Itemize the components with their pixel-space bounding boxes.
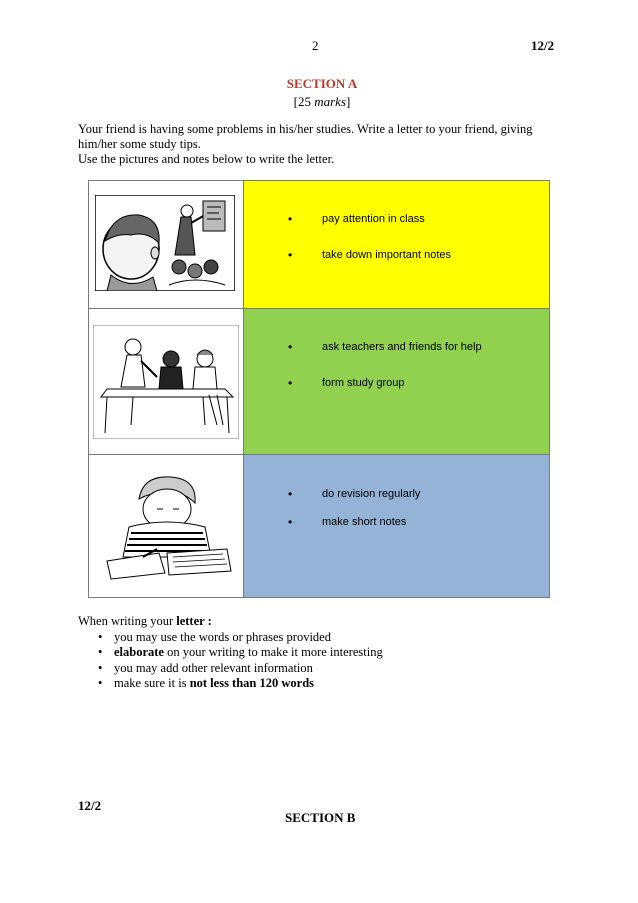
note-text: take down important notes [322, 249, 452, 261]
intro-line: Your friend is having some problems in his/her studies. Write a letter to your friend, giving [78, 122, 533, 136]
table-row [89, 455, 550, 598]
instructions-list [78, 630, 383, 692]
marks-word: marks [314, 94, 347, 109]
boy-writing-notes-illustration [99, 469, 235, 581]
instructions-lead [78, 614, 383, 630]
section-marks: [25 marks] [293, 94, 351, 109]
list-item [78, 630, 383, 646]
note-text: make short notes [322, 516, 407, 528]
next-section-title: SECTION B [285, 810, 356, 825]
bullet-icon: • [98, 660, 103, 675]
table-row [89, 181, 550, 309]
bullet-icon: • [288, 515, 293, 529]
boy-in-class-illustration [95, 195, 235, 291]
note-text: form study group [322, 377, 405, 389]
bullet-icon: • [288, 487, 293, 501]
marks-number: 25 [297, 94, 311, 109]
notes-cell [244, 181, 550, 309]
task-instructions [78, 122, 558, 167]
item-bold: elaborate [114, 645, 164, 659]
item-text: you may use the words or phrases provided [114, 629, 331, 644]
picture-cell [89, 309, 244, 455]
item-bold: not less than 120 words [189, 676, 315, 690]
table-row [89, 309, 550, 455]
section-title: SECTION A [286, 76, 358, 91]
bullet-icon: • [288, 376, 293, 390]
bullet-icon: • [288, 212, 293, 226]
item-text: you may add other relevant information [114, 660, 313, 675]
list-item [78, 645, 383, 661]
bullet-icon: • [288, 340, 293, 354]
list-item [78, 676, 383, 692]
picture-cell [89, 455, 244, 598]
intro-line: Use the pictures and notes below to write the letter. [78, 152, 335, 166]
picture-cell [89, 181, 244, 309]
study-group-illustration [93, 325, 239, 439]
writing-instructions [78, 614, 383, 692]
note-text: pay attention in class [322, 213, 425, 225]
item-text: on your writing to make it more interesting [163, 645, 383, 659]
lead-bold: letter : [176, 614, 212, 628]
item-text: make sure it is [114, 676, 190, 690]
bullet-icon: • [98, 629, 103, 644]
picture-notes-table [88, 180, 550, 598]
lead-text: When writing your [78, 614, 177, 628]
intro-line: him/her some study tips. [78, 137, 201, 151]
page-number: 2 [312, 38, 319, 53]
bullet-icon: • [98, 676, 103, 690]
paper-code-footer: 12/2 [78, 798, 102, 813]
notes-cell [244, 309, 550, 455]
bullet-icon: • [98, 645, 103, 659]
bullet-icon: • [288, 248, 293, 262]
note-text: ask teachers and friends for help [322, 341, 482, 353]
note-text: do revision regularly [322, 488, 421, 500]
notes-cell [244, 455, 550, 598]
list-item [78, 661, 383, 677]
paper-code-header: 12/2 [531, 38, 555, 53]
